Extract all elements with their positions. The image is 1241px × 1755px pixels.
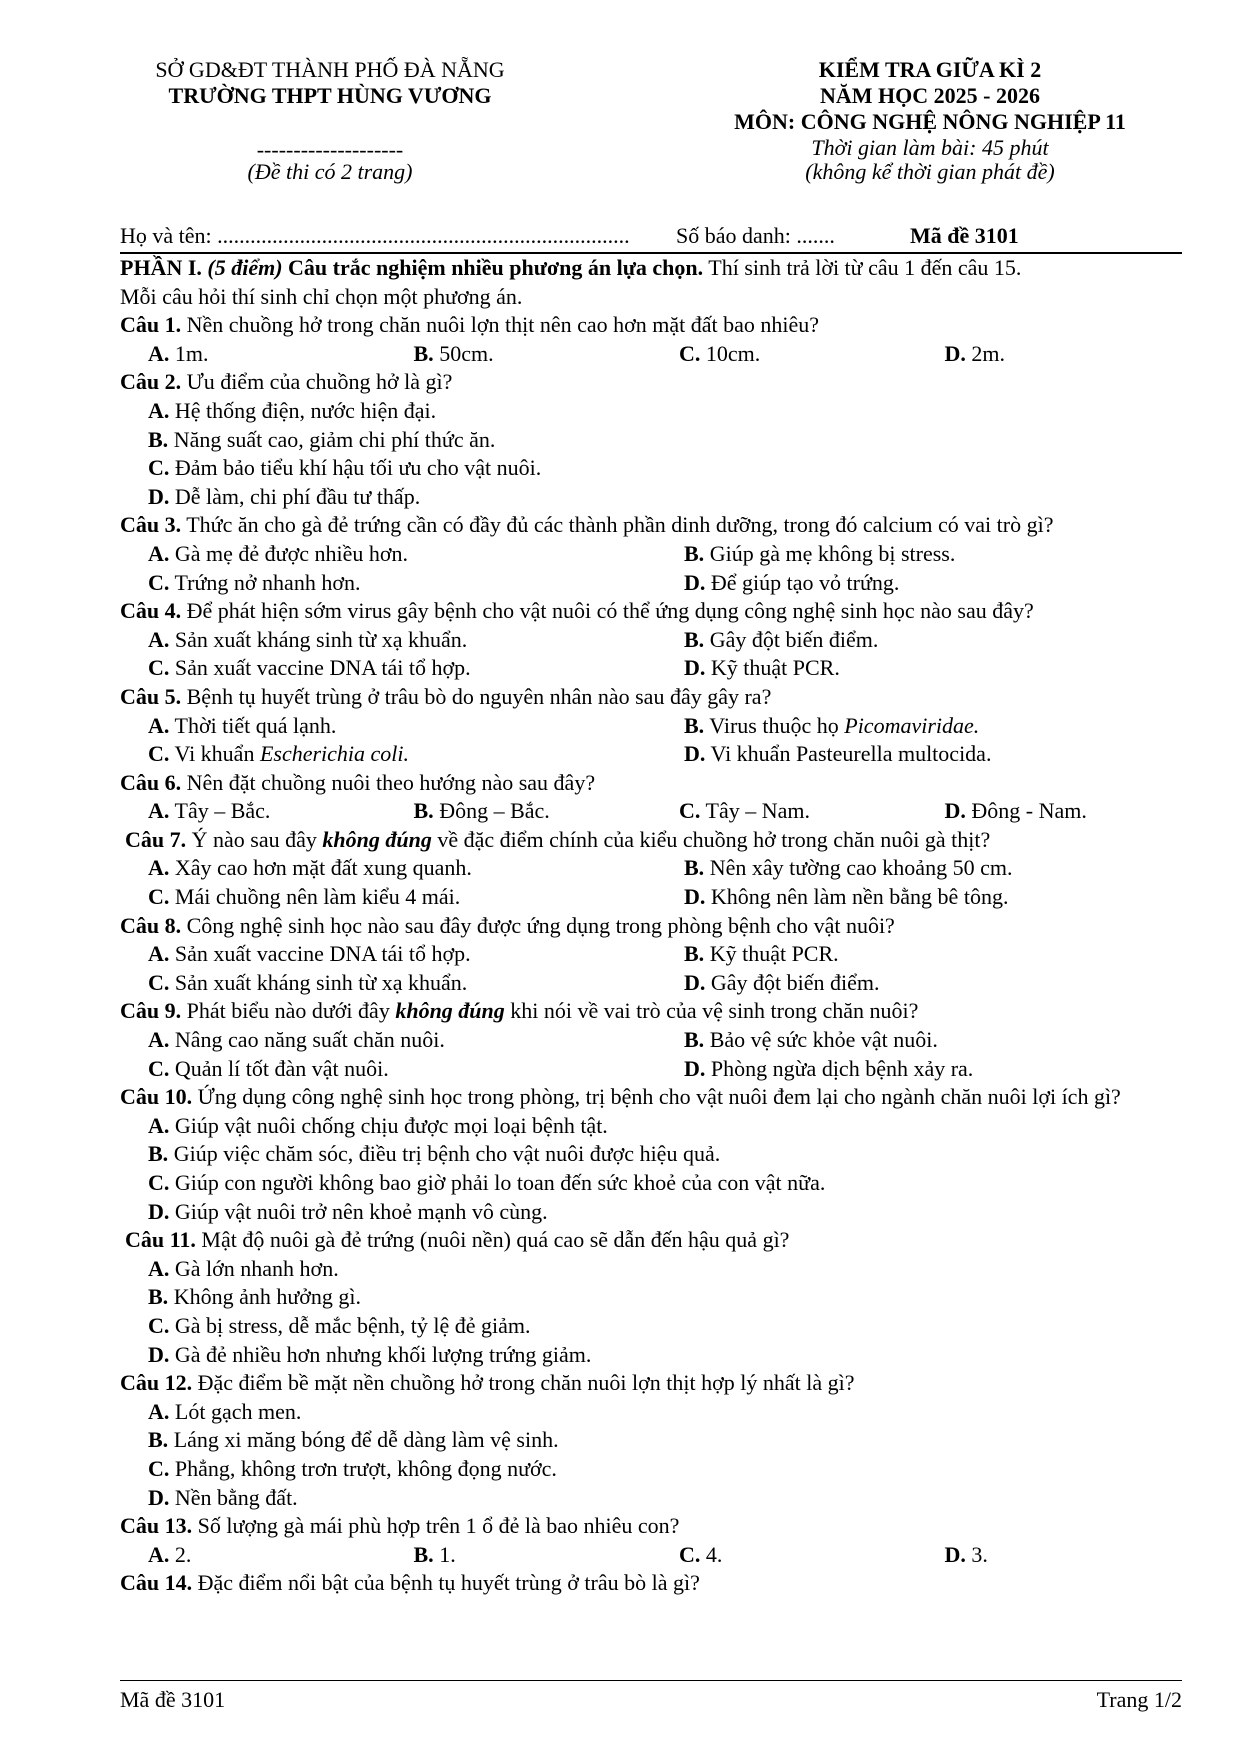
- time-note: (không kể thời gian phát đề): [805, 159, 1055, 184]
- answer-option[interactable]: [917, 797, 1183, 826]
- option-letter: D.: [684, 1055, 706, 1081]
- option-letter: B.: [148, 1427, 169, 1453]
- options-row: [120, 569, 1182, 598]
- option-text: Tây – Nam.: [705, 798, 810, 824]
- option-letter: C.: [148, 884, 170, 910]
- part1-heading: [120, 254, 1182, 283]
- answer-option[interactable]: [120, 1055, 651, 1084]
- option-text: Tây – Bắc.: [174, 798, 271, 824]
- question-label: Câu 12.: [120, 1370, 193, 1396]
- option-text: Gà mẹ đẻ được nhiều hơn.: [174, 540, 409, 566]
- option-letter: C.: [148, 1170, 170, 1195]
- option-text: 10cm.: [705, 340, 761, 366]
- option-text: Sản xuất kháng sinh từ xạ khuẩn.: [174, 626, 468, 652]
- option-text: Đảm bảo tiểu khí hậu tối ưu cho vật nuôi.: [174, 455, 542, 481]
- page-footer: [120, 1680, 1182, 1713]
- question-label: Câu 3.: [120, 512, 182, 538]
- answer-option[interactable]: [120, 1026, 651, 1055]
- answer-option[interactable]: [120, 1312, 1182, 1341]
- option-text: Mái chuồng nên làm kiểu 4 mái.: [174, 884, 461, 910]
- answer-option[interactable]: [120, 426, 1182, 455]
- options-row: [120, 540, 1182, 569]
- option-text: Hệ thống điện, nước hiện đại.: [174, 397, 437, 423]
- answer-option[interactable]: [120, 1426, 1182, 1455]
- question-text: Công nghệ sinh học nào sau đây được ứng dụng trong phòng bệnh cho vật nuôi?: [181, 912, 895, 938]
- option-text: Phẳng, không trơn trượt, không đọng nước.: [174, 1455, 557, 1481]
- option-text: Dễ làm, chi phí đầu tư thấp.: [174, 483, 421, 509]
- option-text: Lót gạch men.: [174, 1398, 302, 1424]
- option-letter: A.: [148, 941, 170, 967]
- question-text: Đặc điểm nổi bật của bệnh tụ huyết trùng ở trâu bò là gì?: [192, 1570, 700, 1596]
- answer-option[interactable]: [386, 340, 652, 369]
- option-letter: A.: [148, 340, 170, 366]
- question-text: Nền chuồng hở trong chăn nuôi lợn thịt nên cao hơn mặt đất bao nhiêu?: [181, 312, 820, 338]
- answer-option[interactable]: [917, 1541, 1183, 1570]
- options-row: [120, 340, 1182, 369]
- part1-title: PHẦN I.: [120, 255, 202, 280]
- option-text: Giúp con người không bao giờ phải lo toan đến sức khoẻ của con vật nữa.: [174, 1170, 826, 1195]
- part1-instruction-2: Mỗi câu hỏi thí sinh chỉ chọn một phương án.: [120, 283, 523, 309]
- option-text: 4.: [705, 1541, 723, 1567]
- answer-option[interactable]: [120, 1484, 1182, 1513]
- option-text: Gà bị stress, dễ mắc bệnh, tỷ lệ đẻ giảm.: [174, 1312, 531, 1338]
- question-stem: [120, 826, 1182, 855]
- answer-option[interactable]: [120, 1541, 386, 1570]
- option-text: Không ảnh hưởng gì.: [173, 1284, 362, 1310]
- option-text: 50cm.: [439, 340, 494, 366]
- answer-option[interactable]: [651, 569, 1182, 598]
- student-name-field: Họ và tên: ...........................................................................: [120, 223, 630, 248]
- question-stem: [120, 683, 1182, 712]
- option-letter: C.: [148, 1055, 170, 1081]
- question-list: [120, 311, 1182, 1598]
- candidate-number-field: Số báo danh: .......: [676, 223, 835, 248]
- option-text: Nên xây tường cao khoảng 50 cm.: [709, 855, 1013, 881]
- option-letter: A.: [148, 540, 170, 566]
- answer-option[interactable]: [651, 969, 1182, 998]
- question-text: Phát biểu nào dưới đây: [181, 998, 396, 1024]
- option-letter: D.: [684, 569, 706, 595]
- question: [120, 1512, 1182, 1569]
- option-text: Giúp việc chăm sóc, điều trị bệnh cho vật nuôi được hiệu quả.: [173, 1141, 721, 1167]
- options-row: [120, 712, 1182, 741]
- option-text: Kỹ thuật PCR.: [709, 941, 839, 967]
- option-letter: C.: [148, 1455, 170, 1481]
- option-text: Nền bằng đất.: [174, 1484, 298, 1510]
- question-stem: [120, 912, 1182, 941]
- options-row: [120, 1541, 1182, 1570]
- answer-option[interactable]: [120, 940, 651, 969]
- answer-option[interactable]: [651, 540, 1182, 569]
- question: [120, 368, 1182, 511]
- answer-option[interactable]: [651, 1541, 917, 1570]
- time-limit: Thời gian làm bài: 45 phút: [811, 135, 1049, 160]
- question-text: về đặc điểm chính của kiểu chuồng hở trong chăn nuôi gà thịt?: [431, 826, 991, 852]
- option-text: 2m.: [971, 340, 1006, 366]
- answer-option[interactable]: [120, 1140, 1182, 1169]
- option-letter: D.: [944, 1541, 966, 1567]
- question: [120, 1369, 1182, 1512]
- question-stem: [120, 1569, 1182, 1598]
- question-text: Ưu điểm của chuồng hở là gì?: [181, 369, 453, 395]
- answer-option[interactable]: [120, 569, 651, 598]
- question-text: Bệnh tụ huyết trùng ở trâu bò do nguyên nhân nào sau đây gây ra?: [181, 683, 772, 709]
- option-text: Giúp gà mẹ không bị stress.: [709, 540, 956, 566]
- option-letter: C.: [679, 1541, 701, 1567]
- answer-option[interactable]: [651, 740, 1182, 769]
- question-stem: [120, 597, 1182, 626]
- options-row: [120, 797, 1182, 826]
- option-text-italic: Picomaviridae.: [844, 712, 980, 738]
- option-letter: C.: [679, 798, 701, 824]
- answer-option[interactable]: [120, 626, 651, 655]
- question-stem: [120, 997, 1182, 1026]
- option-letter: C.: [679, 340, 701, 366]
- answer-option[interactable]: [651, 712, 1182, 741]
- option-letter: A.: [148, 1398, 170, 1424]
- answer-option[interactable]: [651, 1026, 1182, 1055]
- option-letter: B.: [684, 1027, 705, 1053]
- option-letter: D.: [148, 483, 170, 509]
- question-label: Câu 4.: [120, 598, 182, 624]
- answer-option[interactable]: [386, 1541, 652, 1570]
- option-letter: A.: [148, 1027, 170, 1053]
- question: [120, 826, 1182, 912]
- option-text: Trứng nở nhanh hơn.: [174, 569, 361, 595]
- school-name: TRƯỜNG THPT HÙNG VƯƠNG: [168, 83, 492, 108]
- question-text: Để phát hiện sớm virus gây bệnh cho vật nuôi có thể ứng dụng công nghệ sinh học nào sau đây?: [181, 598, 1034, 624]
- option-text: Quản lí tốt đàn vật nuôi.: [174, 1055, 389, 1081]
- option-text: Giúp vật nuôi trở nên khoẻ mạnh vô cùng.: [174, 1198, 548, 1224]
- answer-option[interactable]: [651, 940, 1182, 969]
- question-stem: [120, 769, 1182, 798]
- answer-option[interactable]: [651, 883, 1182, 912]
- answer-option[interactable]: [120, 1398, 1182, 1427]
- question-text: khi nói về vai trò của vệ sinh trong chăn nuôi?: [504, 998, 919, 1024]
- question-stem: [120, 1083, 1182, 1112]
- department-name: SỞ GD&ĐT THÀNH PHỐ ĐÀ NẴNG: [155, 57, 505, 82]
- option-text: 1m.: [174, 340, 209, 366]
- question-text: Nên đặt chuồng nuôi theo hướng nào sau đây?: [181, 769, 596, 795]
- question: [120, 1226, 1182, 1369]
- answer-option[interactable]: [120, 654, 651, 683]
- option-letter: B.: [684, 941, 705, 967]
- option-text: Sản xuất vaccine DNA tái tổ hợp.: [174, 941, 471, 967]
- option-text: 3.: [971, 1541, 988, 1567]
- question-label: Câu 6.: [120, 769, 182, 795]
- option-letter: A.: [148, 798, 170, 824]
- option-letter: B.: [148, 426, 169, 452]
- option-text: Vi khuẩn: [174, 741, 260, 767]
- student-info: [120, 222, 1182, 252]
- question: [120, 1083, 1182, 1226]
- option-letter: D.: [944, 798, 966, 824]
- question-label: Câu 14.: [120, 1570, 193, 1596]
- option-letter: D.: [148, 1198, 170, 1224]
- exam-code: Mã đề 3101: [910, 223, 1019, 248]
- question-stem: [120, 1369, 1182, 1398]
- option-text: Sản xuất kháng sinh từ xạ khuẩn.: [174, 969, 468, 995]
- answer-option[interactable]: [120, 1169, 1182, 1198]
- option-text: Kỹ thuật PCR.: [710, 655, 840, 681]
- question-text: Ứng dụng công nghệ sinh học trong phòng, trị bệnh cho vật nuôi đem lại cho ngành chăn nuôi lợi ích gì?: [192, 1084, 1121, 1110]
- option-text: Đông – Bắc.: [439, 798, 550, 824]
- option-letter: C.: [148, 969, 170, 995]
- option-text: 1.: [439, 1541, 456, 1567]
- question-label: Câu 10.: [120, 1084, 193, 1110]
- answer-option[interactable]: [120, 340, 386, 369]
- part1-heading-text: Câu trắc nghiệm nhiều phương án lựa chọn.: [288, 255, 704, 280]
- answer-option[interactable]: [651, 654, 1182, 683]
- option-letter: D.: [684, 655, 706, 681]
- question: [120, 311, 1182, 368]
- answer-option[interactable]: [120, 483, 1182, 512]
- question-stem: [120, 1226, 1182, 1255]
- answer-option[interactable]: [651, 626, 1182, 655]
- exam-header: [120, 56, 1182, 206]
- answer-option[interactable]: [120, 854, 651, 883]
- option-text-italic: Escherichia coli.: [259, 741, 410, 767]
- option-letter: B.: [148, 1284, 169, 1310]
- option-letter: B.: [684, 712, 705, 738]
- option-letter: A.: [148, 1255, 170, 1281]
- option-letter: C.: [148, 655, 170, 681]
- option-text: Để giúp tạo vỏ trứng.: [710, 569, 900, 595]
- option-text: Virus thuộc họ: [709, 712, 845, 738]
- options-row: [120, 1026, 1182, 1055]
- part1-instruction: Thí sinh trả lời từ câu 1 đến câu 15.: [703, 255, 1022, 280]
- answer-option[interactable]: [120, 540, 651, 569]
- answer-option[interactable]: [651, 340, 917, 369]
- answer-option[interactable]: [120, 1283, 1182, 1312]
- question: [120, 912, 1182, 998]
- answer-option[interactable]: [651, 797, 917, 826]
- option-text: Gây đột biến điểm.: [710, 969, 880, 995]
- question: [120, 683, 1182, 769]
- question-label: Câu 13.: [120, 1513, 193, 1539]
- option-letter: D.: [684, 969, 706, 995]
- question-stem: [120, 1512, 1182, 1541]
- question: [120, 597, 1182, 683]
- option-text: Phòng ngừa dịch bệnh xảy ra.: [710, 1055, 974, 1081]
- option-letter: B.: [684, 855, 705, 881]
- question-emphasis: không đúng: [395, 998, 505, 1024]
- option-letter: C.: [148, 569, 170, 595]
- school-year: NĂM HỌC 2025 - 2026: [820, 83, 1040, 108]
- option-letter: B.: [684, 540, 705, 566]
- option-text: Gây đột biến điểm.: [709, 626, 879, 652]
- option-text: Láng xi măng bóng để dễ dàng làm vệ sinh.: [173, 1427, 559, 1453]
- option-text: Năng suất cao, giảm chi phí thức ăn.: [173, 426, 496, 452]
- options-row: [120, 654, 1182, 683]
- option-text: Sản xuất vaccine DNA tái tổ hợp.: [174, 655, 471, 681]
- question: [120, 511, 1182, 597]
- answer-option[interactable]: [120, 397, 1182, 426]
- answer-option[interactable]: [120, 1455, 1182, 1484]
- question-label: Câu 1.: [120, 312, 182, 338]
- question-text: Thức ăn cho gà đẻ trứng cần có đầy đủ các thành phần dinh dưỡng, trong đó calcium có vai trò gì?: [181, 512, 1054, 538]
- option-text: Đông - Nam.: [971, 798, 1087, 824]
- question-text: Ý nào sau đây: [186, 826, 323, 852]
- option-letter: B.: [684, 626, 705, 652]
- question-stem: [120, 511, 1182, 540]
- option-text: Thời tiết quá lạnh.: [174, 712, 337, 738]
- question-text: Số lượng gà mái phù hợp trên 1 ổ đẻ là bao nhiêu con?: [192, 1513, 680, 1539]
- options-row: [120, 626, 1182, 655]
- option-letter: C.: [148, 741, 170, 767]
- option-text: Giúp vật nuôi chống chịu được mọi loại bệnh tật.: [174, 1112, 608, 1138]
- question-label: Câu 7.: [125, 826, 187, 852]
- option-letter: B.: [413, 340, 434, 366]
- question-text: Mật độ nuôi gà đẻ trứng (nuôi nền) quá cao sẽ dẫn đến hậu quả gì?: [195, 1227, 790, 1253]
- answer-option[interactable]: [120, 797, 386, 826]
- option-text: Vi khuẩn Pasteurella multocida.: [710, 741, 992, 767]
- option-text: Gà lớn nhanh hơn.: [174, 1255, 339, 1281]
- option-letter: D.: [944, 340, 966, 366]
- option-letter: D.: [684, 884, 706, 910]
- question-label: Câu 8.: [120, 912, 182, 938]
- options-row: [120, 883, 1182, 912]
- exam-page: [120, 56, 1182, 1598]
- answer-option[interactable]: [120, 740, 651, 769]
- option-text: Không nên làm nền bằng bê tông.: [710, 884, 1009, 910]
- options-row: [120, 1055, 1182, 1084]
- answer-option[interactable]: [120, 712, 651, 741]
- question-text: Đặc điểm bề mặt nền chuồng hở trong chăn nuôi lợn thịt hợp lý nhất là gì?: [192, 1370, 855, 1396]
- option-letter: B.: [413, 798, 434, 824]
- answer-option[interactable]: [651, 854, 1182, 883]
- option-letter: D.: [684, 741, 706, 767]
- question-label: Câu 5.: [120, 683, 182, 709]
- options-row: [120, 740, 1182, 769]
- question-label: Câu 2.: [120, 369, 182, 395]
- answer-option[interactable]: [120, 1198, 1182, 1227]
- footer-exam-code: Mã đề 3101: [120, 1687, 226, 1712]
- option-letter: A.: [148, 397, 170, 423]
- option-letter: A.: [148, 1541, 170, 1567]
- option-letter: A.: [148, 1112, 170, 1138]
- header-dashes: --------------------: [256, 137, 404, 162]
- part1-points: (5 điểm): [207, 255, 283, 280]
- options-row: [120, 854, 1182, 883]
- exam-title: KIỂM TRA GIỮA KÌ 2: [818, 57, 1042, 82]
- question: [120, 1569, 1182, 1598]
- options-row: [120, 969, 1182, 998]
- page-number: Trang 1/2: [1096, 1687, 1182, 1712]
- question-label: Câu 9.: [120, 998, 182, 1024]
- option-text: Xây cao hơn mặt đất xung quanh.: [174, 855, 472, 881]
- question: [120, 997, 1182, 1083]
- answer-option[interactable]: [120, 1341, 1182, 1370]
- option-letter: A.: [148, 712, 170, 738]
- option-text: Nâng cao năng suất chăn nuôi.: [174, 1027, 445, 1053]
- answer-option[interactable]: [917, 340, 1183, 369]
- question-label: Câu 11.: [125, 1227, 196, 1253]
- question-emphasis: không đúng: [322, 826, 432, 852]
- answer-option[interactable]: [651, 1055, 1182, 1084]
- option-letter: D.: [148, 1484, 170, 1510]
- answer-option[interactable]: [120, 883, 651, 912]
- subject: MÔN: CÔNG NGHỆ NÔNG NGHIỆP 11: [734, 109, 1126, 134]
- option-letter: A.: [148, 855, 170, 881]
- question: [120, 769, 1182, 826]
- option-text: Gà đẻ nhiều hơn nhưng khối lượng trứng giảm.: [174, 1341, 592, 1367]
- answer-option[interactable]: [120, 1255, 1182, 1284]
- question-stem: [120, 368, 1182, 397]
- option-text: Bảo vệ sức khỏe vật nuôi.: [709, 1027, 938, 1053]
- option-letter: B.: [413, 1541, 434, 1567]
- question-stem: [120, 311, 1182, 340]
- answer-option[interactable]: [386, 797, 652, 826]
- option-letter: A.: [148, 626, 170, 652]
- option-letter: D.: [148, 1341, 170, 1367]
- option-letter: B.: [148, 1141, 169, 1167]
- page-count-note: (Đề thi có 2 trang): [247, 159, 413, 184]
- option-letter: C.: [148, 1312, 170, 1338]
- answer-option[interactable]: [120, 1112, 1182, 1141]
- option-letter: C.: [148, 455, 170, 481]
- options-row: [120, 940, 1182, 969]
- answer-option[interactable]: [120, 969, 651, 998]
- answer-option[interactable]: [120, 454, 1182, 483]
- option-text: 2.: [174, 1541, 192, 1567]
